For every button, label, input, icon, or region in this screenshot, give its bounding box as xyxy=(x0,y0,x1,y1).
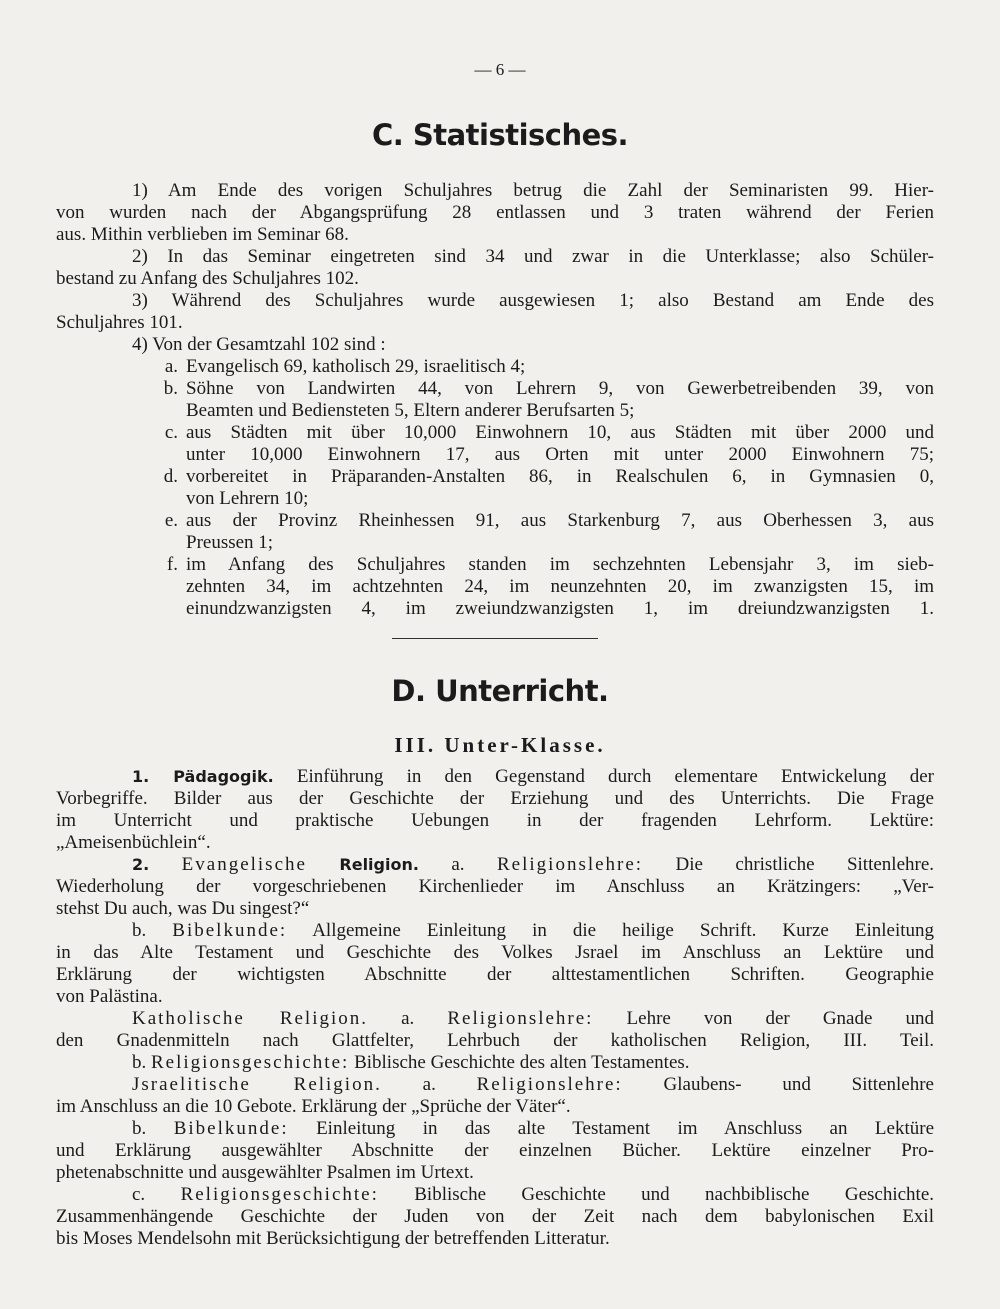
para-line: 1) Am Ende des vorigen Schuljahres betrug die Zahl der Seminaristen 99. Hier- xyxy=(132,180,934,201)
list-label: d. xyxy=(163,466,178,487)
religion-heading: Religion. xyxy=(339,855,419,874)
list-item-line: von Lehrern 10; xyxy=(186,488,309,509)
bibelkunde-label: Bibelkunde: xyxy=(172,920,288,941)
list-label: e. xyxy=(164,510,178,531)
religionsgeschichte-label: Religionsgeschichte: xyxy=(151,1052,350,1073)
religionslehre-label: Religionslehre: xyxy=(447,1008,594,1029)
paragraph-line xyxy=(56,920,934,942)
para-line: Schuljahres 101. xyxy=(56,312,183,333)
item-label: b. xyxy=(132,920,147,941)
page-number: — 6 — xyxy=(474,60,526,79)
katholische-label: Katholische Religion. xyxy=(132,1008,369,1029)
section-d-title: D. Unterricht. xyxy=(391,674,609,708)
item-label: b. xyxy=(132,1052,147,1073)
class-subtitle: III. Unter-Klasse. xyxy=(394,733,606,757)
section-c-title: C. Statistisches. xyxy=(371,118,629,152)
israelitisch-c-text: Biblische Geschichte und nachbiblische Geschichte. xyxy=(414,1184,935,1205)
list-item-line: Preussen 1; xyxy=(186,532,274,553)
item-label: a. xyxy=(451,854,465,875)
paragraph-line xyxy=(56,854,934,876)
israelitische-label: Jsraelitische Religion. xyxy=(132,1074,382,1095)
paragraph-line: Zusammenhängende Geschichte der Juden von der Zeit nach dem babylonischen Exil xyxy=(56,1206,934,1227)
paedagogik-heading: 1. Pädagogik. xyxy=(132,767,274,786)
list-item-line: einundzwanzigsten 4, im zweiundzwanzigsten 1, im dreiundzwanzigsten 1. xyxy=(186,598,934,619)
paragraph-line xyxy=(56,1008,934,1030)
paragraph-line: Wiederholung der vorgeschriebenen Kirchenlieder im Anschluss an Krätzingers: „Ver- xyxy=(56,876,934,897)
para-line: 3) Während des Schuljahres wurde ausgewiesen 1; also Bestand am Ende des xyxy=(132,290,934,311)
list-label: a. xyxy=(164,356,178,377)
paragraph-line: in das Alte Testament und Geschichte des Volkes Jsrael im Anschluss an Lektüre und xyxy=(56,942,934,963)
item-label: b. xyxy=(132,1118,147,1139)
paragraph-line: von Palästina. xyxy=(56,986,163,1007)
paragraph-line: im Unterricht und praktische Uebungen in der fragenden Lehrform. Lektüre: xyxy=(56,810,934,831)
bibelkunde-text: Allgemeine Einleitung in die heilige Schrift. Kurze Einleitung xyxy=(312,920,935,941)
para-line: bestand zu Anfang des Schuljahres 102. xyxy=(56,268,359,289)
israelitisch-b-text: Einleitung in das alte Testament im Anschluss an Lektüre xyxy=(316,1118,935,1139)
list-label: c. xyxy=(164,422,178,443)
paragraph-line xyxy=(56,1052,934,1074)
paragraph-line: im Anschluss an die 10 Gebote. Erklärung der „Sprüche der Väter“. xyxy=(56,1096,571,1117)
list-label: f. xyxy=(166,554,178,575)
paragraph-line xyxy=(56,766,934,788)
paragraph-line: und Erklärung ausgewählter Abschnitte der einzelnen Bücher. Lektüre einzelner Pro- xyxy=(56,1140,934,1161)
religion-text: Die christliche Sittenlehre. xyxy=(675,854,935,875)
list-item-line: Evangelisch 69, katholisch 29, israelitisch 4; xyxy=(186,356,526,377)
list-item-line: aus der Provinz Rheinhessen 91, aus Starkenburg 7, aus Oberhessen 3, aus xyxy=(186,510,934,531)
paragraph-line: den Gnadenmitteln nach Glattfelter, Lehrbuch der katholischen Religion, III. Teil. xyxy=(56,1030,934,1051)
religion-number: 2. xyxy=(132,855,150,874)
list-label: b. xyxy=(163,378,178,399)
para-line: 2) In das Seminar eingetreten sind 34 und zwar in die Unterklasse; also Schüler- xyxy=(132,246,934,267)
bibelkunde-label: Bibelkunde: xyxy=(173,1118,289,1139)
list-item-line: aus Städten mit über 10,000 Einwohnern 10, aus Städten mit über 2000 und xyxy=(186,422,934,443)
religionslehre-label: Religionslehre: xyxy=(497,854,644,875)
paragraph-line: Erklärung der wichtigsten Abschnitte der alttestamentlichen Schriften. Geographie xyxy=(56,964,934,985)
list-item-line: Beamten und Bediensteten 5, Eltern anderer Berufsarten 5; xyxy=(186,400,635,421)
paragraph-line: bis Moses Mendelsohn mit Berücksichtigung der betreffenden Litteratur. xyxy=(56,1228,610,1249)
israelitisch-text: Glaubens- und Sittenlehre xyxy=(663,1074,934,1095)
katholisch-text: Lehre von der Gnade und xyxy=(626,1008,934,1029)
paragraph-line: phetenabschnitte und ausgewählter Psalmen im Urtext. xyxy=(56,1162,474,1183)
evangelische-label: Evangelische xyxy=(181,854,307,875)
religionsgeschichte-label: Religionsgeschichte: xyxy=(180,1184,379,1205)
item-label: a. xyxy=(422,1074,436,1095)
katholisch-b-text: Biblische Geschichte des alten Testamentes. xyxy=(354,1052,690,1073)
paragraph-line xyxy=(56,1118,934,1140)
para-line: 4) Von der Gesamtzahl 102 sind : xyxy=(132,334,386,355)
religionslehre-label: Religionslehre: xyxy=(476,1074,623,1095)
para-line: von wurden nach der Abgangsprüfung 28 entlassen und 3 traten während der Ferien xyxy=(56,202,934,223)
para-line: aus. Mithin verblieben im Seminar 68. xyxy=(56,224,349,245)
list-item-line: Söhne von Landwirten 44, von Lehrern 9, von Gewerbetreibenden 39, von xyxy=(186,378,934,399)
paedagogik-text: Einführung in den Gegenstand durch elementare Entwickelung der xyxy=(296,766,934,787)
item-label: c. xyxy=(132,1184,146,1205)
item-label: a. xyxy=(401,1008,415,1029)
list-item-line: vorbereitet in Präparanden-Anstalten 86, in Realschulen 6, in Gymnasien 0, xyxy=(186,466,934,487)
section-divider xyxy=(392,638,598,639)
list-item-line: zehnten 34, im achtzehnten 24, im neunzehnten 20, im zwanzigsten 15, im xyxy=(186,576,934,597)
list-item-line: im Anfang des Schuljahres standen im sechzehnten Lebensjahr 3, im sieb- xyxy=(186,554,934,575)
paragraph-line: Vorbegriffe. Bilder aus der Geschichte der Erziehung und des Unterrichts. Die Frage xyxy=(56,788,934,809)
paragraph-line xyxy=(56,1074,934,1096)
paragraph-line: stehst Du auch, was Du singest?“ xyxy=(56,898,310,919)
list-item-line: unter 10,000 Einwohnern 17, aus Orten mit unter 2000 Einwohnern 75; xyxy=(186,444,934,465)
paragraph-line: „Ameisenbüchlein“. xyxy=(56,832,211,853)
paragraph-line xyxy=(56,1184,934,1206)
